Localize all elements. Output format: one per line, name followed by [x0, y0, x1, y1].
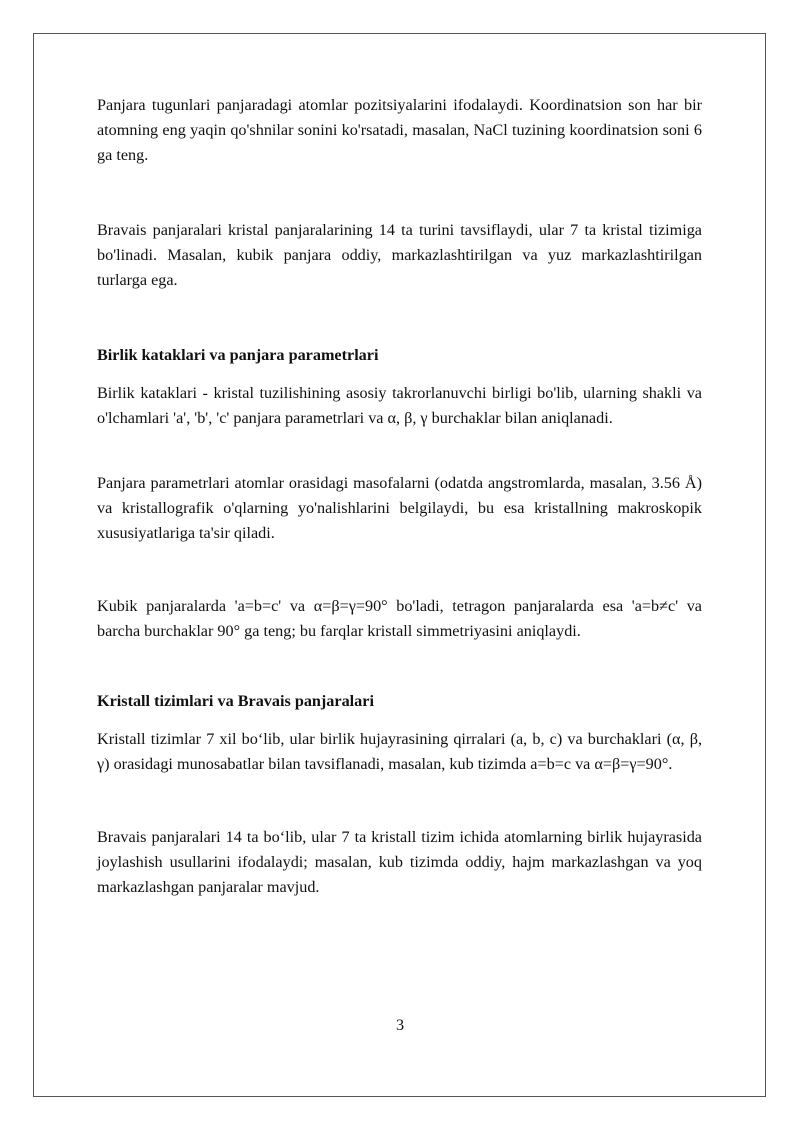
paragraph-unit-cells: Birlik kataklari - kristal tuzilishining asosiy takrorlanuvchi birligi bo'lib, ularning shakli va o'lchamlari 'a', 'b', 'c' panjara parametrlari va α, β, γ burchaklar bilan aniqlanadi.: [97, 384, 702, 427]
heading-unit-cells: Birlik kataklari va panjara parametrlari: [97, 346, 379, 364]
paragraph-cubic-tetragonal: Kubik panjaralarda 'a=b=c' va α=β=γ=90° bo'ladi, tetragon panjaralarda esa 'a=b≠c' va barcha burchaklar 90° ga teng; bu farqlar kristall simmetriyasini aniqlaydi.: [97, 597, 702, 640]
page-number: 3: [395, 1016, 405, 1034]
paragraph-lattice-parameters: Panjara parametrlari atomlar orasidagi masofalarni (odatda angstromlarda, masalan, 3.56 Å) va kristallografik o'qlarning yo'nalishlarini belgilaydi, bu esa kristallning makroskopik xususiyatlariga ta'sir qiladi.: [97, 474, 702, 542]
paragraph-bravais-lattices: Bravais panjaralari 14 ta bo‘lib, ular 7 ta kristall tizim ichida atomlarning birlik hujayrasida joylashish usullarini ifodalaydi; masalan, kub tizimda oddiy, hajm markazlashgan va yoq markazlashgan panjaralar mavjud.: [97, 828, 702, 896]
paragraph-bravais-intro: Bravais panjaralari kristal panjaralarining 14 ta turini tavsiflaydi, ular 7 ta kristal tizimiga bo'linadi. Masalan, kubik panjara oddiy, markazlashtirilgan va yuz markazlashtirilgan turlarga ega.: [97, 221, 702, 289]
paragraph-lattice-nodes: Panjara tugunlari panjaradagi atomlar pozitsiyalarini ifodalaydi. Koordinatsion son har bir atomning eng yaqin qo'shnilar sonini ko'rsatadi, masalan, NaCl tuzining koordinatsion soni 6 ga teng.: [97, 96, 702, 164]
page-content: [97, 93, 702, 900]
paragraph-crystal-systems: Kristall tizimlar 7 xil bo‘lib, ular birlik hujayrasining qirralari (a, b, c) va burchaklari (α, β, γ) orasidagi munosabatlar bilan tavsiflanadi, masalan, kub tizimda a=b=c va α=β=γ=90°.: [97, 730, 702, 773]
heading-crystal-systems: Kristall tizimlari va Bravais panjaralari: [97, 692, 374, 710]
